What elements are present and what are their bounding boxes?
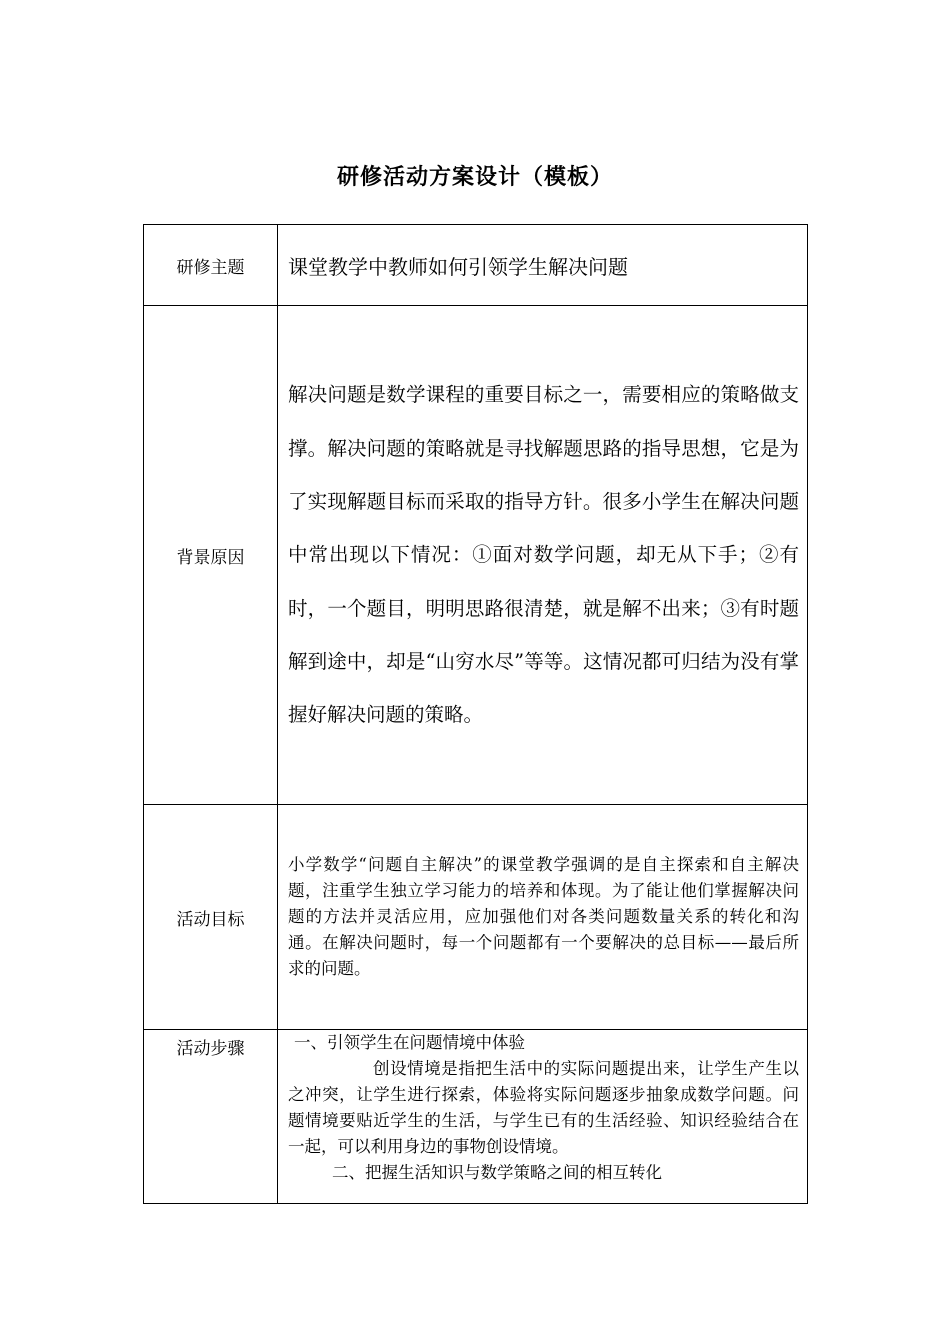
activity-plan-table [143,224,808,1204]
goal-row [144,805,808,1030]
document-title: 研修活动方案设计（模板） [336,164,613,190]
steps-heading-2: 二、把握生活知识与数学策略之间的相互转化 [332,1163,662,1182]
topic-value: 课堂教学中教师如何引领学生解决问题 [288,254,628,279]
steps-row [144,1030,808,1204]
goal-label: 活动目标 [144,805,278,1030]
background-cell [278,306,808,805]
goal-cell [278,805,808,1030]
background-label: 背景原因 [144,306,278,805]
steps-heading-1: 一、引领学生在问题情境中体验 [294,1033,525,1052]
steps-label: 活动步骤 [144,1030,278,1204]
background-text: 解决问题是数学课程的重要目标之一，需要相应的策略做支撑。解决问题的策略就是寻找解题思路的指导思想，它是为了实现解题目标而采取的指导方针。很多小学生在解决问题中常出现以下情况：①面对数学问题，却无从下手；②有时，一个题目，明明思路很清楚，就是解不出来；③有时题解到途中，却是“山穷水尽”等等。这情况都可归结为没有掌握好解决问题的策略。 [288,383,799,727]
topic-label: 研修主题 [144,225,278,306]
steps-cell [278,1030,808,1204]
topic-row [144,225,808,306]
topic-cell [278,225,808,306]
goal-text: 小学数学“问题自主解决”的课堂教学强调的是自主探索和自主解决题，注重学生独立学习能力的培养和体现。为了能让他们掌握解决问题的方法并灵活应用，应加强他们对各类问题数量关系的转化和沟通。在解决问题时，每一个问题都有一个要解决的总目标——最后所求的问题。 [288,855,799,978]
background-row [144,306,808,805]
steps-paragraph-1: 创设情境是指把生活中的实际问题提出来，让学生产生以之冲突，让学生进行探索，体验将实际问题逐步抽象成数学问题。问题情境要贴近学生的生活，与学生已有的生活经验、知识经验结合在一起，可以利用身边的事物创设情境。 [288,1059,799,1156]
